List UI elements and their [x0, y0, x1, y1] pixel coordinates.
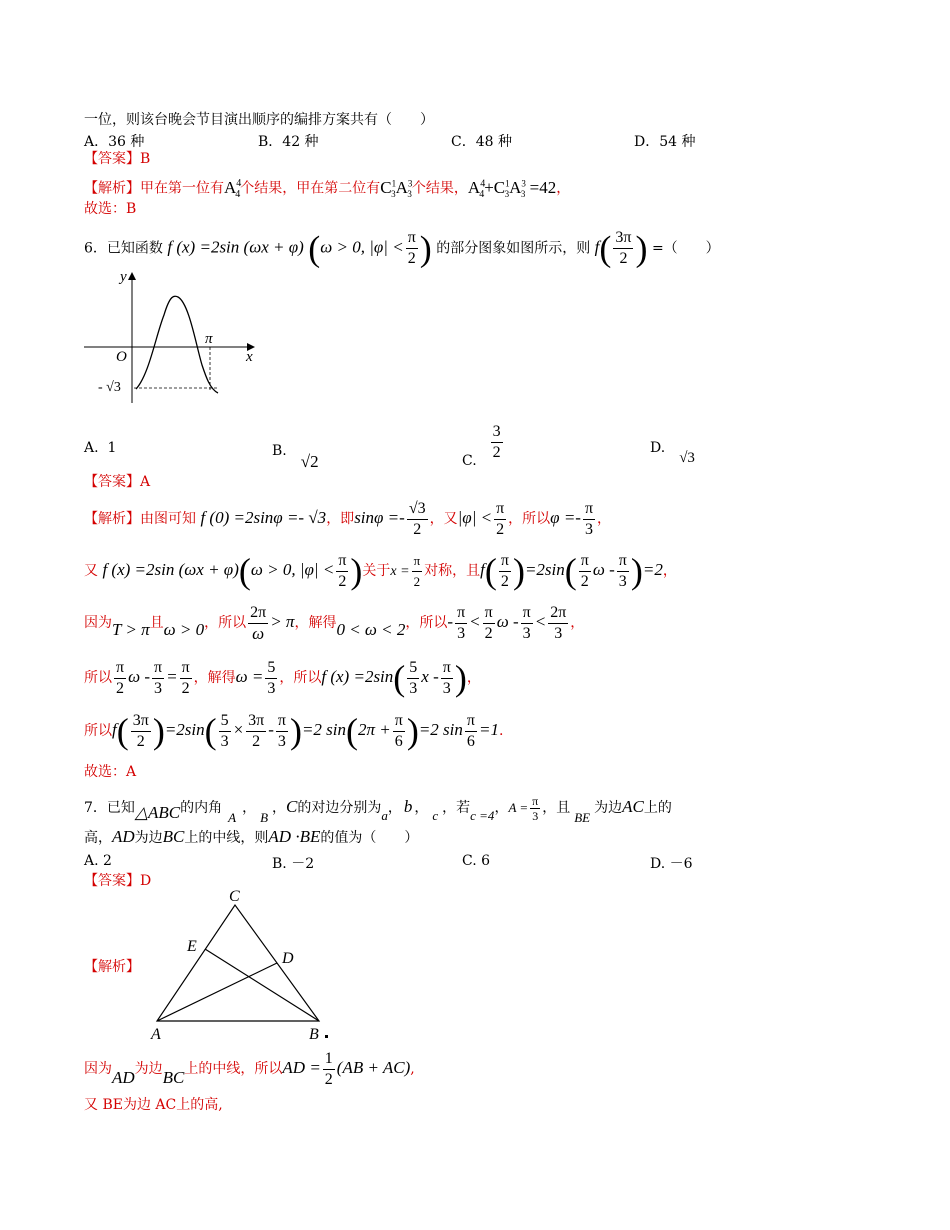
triangle-abc: [157, 905, 319, 1021]
analysis-label: 【解析】: [84, 180, 140, 197]
q6-analysis-line5: 所以f( $\frac{3\pi}{2}$ )=2sin( $\frac{5}{3}$ × $\frac{3\pi}{2}$ - $\frac{\pi}{3}$ )=2 sin(2π + $\frac{\pi}{6}$ )=2 sin $\frac{\pi}{6}$ =1.: [84, 711, 504, 751]
analysis-text: 个结果，: [411, 180, 468, 197]
median-ad: [157, 963, 277, 1021]
vertex-b: B: [309, 1026, 319, 1043]
q5-conclusion: 故选：B: [84, 201, 137, 217]
altitude-be: [205, 949, 319, 1021]
q7-stem-line2: 高，AD为边BC上的中线，则AD ·BE的值为（ ）: [84, 827, 419, 846]
q7-analysis-line2: 又 BE为边 AC上的高,: [84, 1097, 223, 1113]
analysis-text: 甲在第一位有: [140, 180, 224, 197]
vertex-a: A: [151, 1026, 161, 1043]
q7-analysis-line1: 因为AD为边BC上的中线，所以AD = $\frac{1}{2}$ (AB + AC),: [84, 1049, 415, 1088]
q6-function-graph: [84, 265, 264, 405]
period-mark: [325, 1035, 328, 1038]
q6-option-a[interactable]: A. 1: [84, 440, 117, 456]
perm-expr: $A^4_4$: [224, 177, 242, 201]
q5-answer: 【答案】B: [84, 151, 151, 167]
q5-analysis: 【解析】甲在第一位有$A^4_4$个结果，甲在第二位有$C^1_3A^3_3$个结果，$A^4_4+C^1_3A^3_3 =42$，: [84, 177, 571, 201]
q5-option-c[interactable]: C．48 种: [451, 134, 512, 150]
q6-conclusion: 故选：A: [84, 764, 137, 780]
condition-expr: ω > 0, |φ| <: [320, 237, 404, 257]
sum-expr: $A^4_4+C^1_3A^3_3 =42$: [467, 177, 557, 201]
q5-option-b[interactable]: B．42 种: [258, 134, 319, 150]
y-label: y: [120, 269, 127, 285]
q6-analysis-line4: 所以 $\frac{\pi}{2}$ ω - $\frac{\pi}{3}$ = $\frac{\pi}{2}$ ，解得ω = $\frac{5}{3}$ ，所以f (x) =2sin( $\frac{5}{3}$ x - $\frac{\pi}{3}$ )，: [84, 658, 481, 698]
q5-option-d[interactable]: D．54 种: [634, 134, 696, 150]
q6-answer: 【答案】A: [84, 474, 151, 490]
q7-option-a[interactable]: A. 2: [84, 853, 112, 869]
q7-option-c[interactable]: C. 6: [462, 853, 491, 869]
q5-option-a[interactable]: A．36 种: [84, 134, 145, 150]
q7-answer: 【答案】D: [84, 873, 152, 889]
q6-option-d[interactable]: D.√3: [650, 440, 695, 466]
q7-triangle-figure: [145, 885, 335, 1045]
function-expr: f (x) =2sin (ωx + φ): [167, 237, 304, 257]
q6-option-b[interactable]: B.√2: [272, 443, 319, 471]
q6-stem: 6．已知函数 f (x) =2sin (ωx + φ) (ω > 0, |φ| < $\frac{\pi}{2}$ ) 的部分图象如图所示，则 f( $\frac{3\pi}{2}$ ) =（ ）: [84, 228, 720, 269]
neg-sqrt3-label: - √3: [98, 380, 121, 395]
point-d: D: [282, 950, 294, 967]
pi-label: π: [205, 331, 213, 347]
comb-expr: $C^1_3A^3_3$: [380, 177, 413, 200]
analysis-text: 个结果，甲在第二位有: [240, 180, 381, 197]
q5-stem: 一位，则该台晚会节目演出顺序的编排方案共有（ ）: [84, 112, 434, 128]
q6-analysis-line2: 又 f (x) =2sin (ωx + φ)(ω > 0, |φ| < $\frac{\pi}{2}$ )关于x = $\frac{\pi}{2}$ 对称，且f( $\frac{\pi}{2}$ )=2sin( $\frac{\pi}{2}$ ω - $\frac{\pi}{3}$ )=2，: [84, 551, 677, 591]
q6-analysis-line1: 【解析】由图可知 f (0) =2sinφ =- √3，即sinφ =- $\frac{√3}{2}$ ，又|φ| < $\frac{\pi}{2}$ ，所以φ =- $\frac{\pi}{3}$ ，: [84, 499, 612, 538]
q6-option-c[interactable]: C. $\frac{3}{2}$: [462, 423, 501, 469]
q7-option-b[interactable]: B. －2: [272, 856, 315, 872]
point-e: E: [187, 938, 197, 955]
q7-stem-line1: 7．已知△ABC的内角A，B，C的对边分别为a， b ， c ，若c =4，A = $\frac{\pi}{3}$ ，且BE为边AC上的: [84, 793, 672, 825]
origin-label: O: [116, 349, 127, 365]
q6-analysis-line3: 因为T > π且ω > 0，所以 $\frac{2\pi}{\omega}$ > π，解得0 < ω < 2，所以- $\frac{\pi}{3}$ < $\frac{\pi}{2}$ ω - $\frac{\pi}{3}$ < $\frac{2\pi}{3}$ ，: [84, 603, 585, 643]
q7-analysis-label: 【解析】: [84, 959, 140, 975]
q7-option-d[interactable]: D. －6: [650, 856, 693, 872]
vertex-c: C: [229, 888, 240, 905]
x-label: x: [246, 349, 253, 365]
